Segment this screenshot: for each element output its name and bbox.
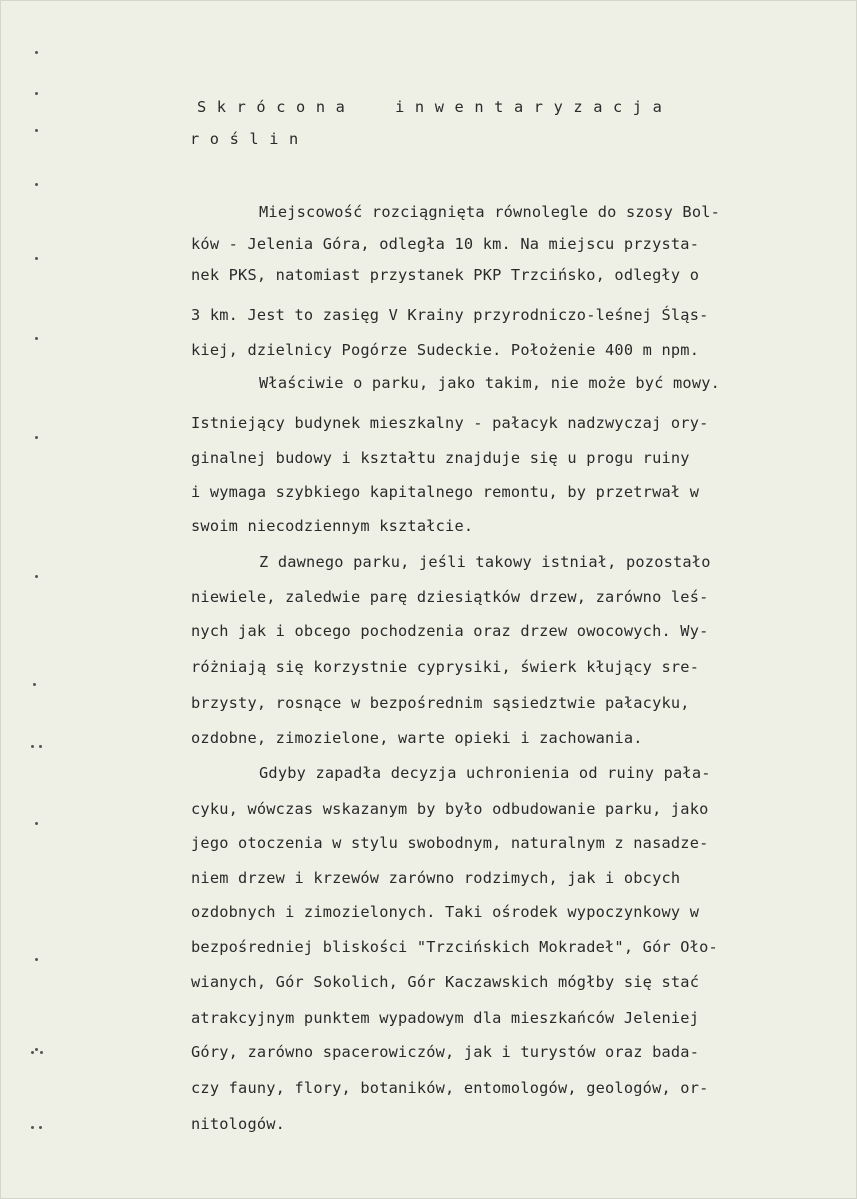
text-line: 3 km. Jest to zasięg V Krainy przyrodniczo-leśnej Śląs-	[191, 306, 709, 324]
margin-mark	[35, 129, 38, 132]
margin-mark	[35, 337, 38, 340]
text-line: ozdobne, zimozielone, warte opieki i zachowania.	[191, 729, 643, 747]
margin-mark	[35, 257, 38, 260]
text-line: niewiele, zaledwie parę dziesiątków drzew, zarówno leś-	[191, 588, 709, 606]
text-line: Istniejący budynek mieszkalny - pałacyk nadzwyczaj ory-	[191, 414, 709, 432]
margin-mark	[40, 1051, 43, 1054]
text-line: atrakcyjnym punktem wypadowym dla mieszkańców Jeleniej	[191, 1009, 700, 1027]
text-line: wianych, Gór Sokolich, Gór Kaczawskich mógłby się stać	[191, 973, 700, 991]
text-line: i wymaga szybkiego kapitalnego remontu, by przetrwał w	[191, 483, 700, 501]
margin-mark	[35, 183, 38, 186]
text-line: Z dawnego parku, jeśli takowy istniał, pozostało	[259, 553, 711, 571]
text-line: nitologów.	[191, 1115, 286, 1133]
text-line: czy fauny, flory, botaników, entomologów, geologów, or-	[191, 1079, 709, 1097]
margin-mark	[31, 745, 34, 748]
text-line: ków - Jelenia Góra, odległa 10 km. Na miejscu przysta-	[191, 235, 700, 253]
margin-mark	[39, 745, 42, 748]
text-line: bezpośredniej bliskości "Trzcińskich Mokradeł", Gór Oło-	[191, 938, 718, 956]
text-line: kiej, dzielnicy Pogórze Sudeckie. Położenie 400 m npm.	[191, 341, 700, 359]
margin-mark	[35, 436, 38, 439]
margin-mark	[35, 51, 38, 54]
text-line: cyku, wówczas wskazanym by było odbudowanie parku, jako	[191, 800, 709, 818]
margin-mark	[39, 1126, 42, 1129]
text-line: brzysty, rosnące w bezpośrednim sąsiedztwie pałacyku,	[191, 694, 690, 712]
title-line-1: Skrócona inwentaryzacja	[197, 98, 673, 116]
text-line: Miejscowość rozciągnięta równolegle do szosy Bol-	[259, 203, 721, 221]
text-line: Właściwie o parku, jako takim, nie może być mowy.	[259, 374, 721, 392]
margin-mark	[31, 1051, 34, 1054]
text-line: Góry, zarówno spacerowiczów, jak i turystów oraz bada-	[191, 1043, 700, 1061]
margin-mark	[35, 92, 38, 95]
title-line-2: roślin	[190, 130, 309, 148]
margin-mark	[35, 958, 38, 961]
text-line: niem drzew i krzewów zarówno rodzimych, jak i obcych	[191, 869, 681, 887]
margin-mark	[35, 1048, 38, 1051]
text-line: ginalnej budowy i kształtu znajduje się u progu ruiny	[191, 449, 690, 467]
binding-hole-marks	[0, 0, 60, 1199]
text-line: swoim niecodziennym kształcie.	[191, 517, 474, 535]
margin-mark	[33, 683, 36, 686]
text-line: nych jak i obcego pochodzenia oraz drzew owocowych. Wy-	[191, 622, 709, 640]
text-line: jego otoczenia w stylu swobodnym, naturalnym z nasadze-	[191, 834, 709, 852]
text-line: różniają się korzystnie cyprysiki, świerk kłujący sre-	[191, 658, 700, 676]
text-line: ozdobnych i zimozielonych. Taki ośrodek wypoczynkowy w	[191, 903, 700, 921]
margin-mark	[31, 1126, 34, 1129]
margin-mark	[35, 575, 38, 578]
text-line: nek PKS, natomiast przystanek PKP Trzcińsko, odległy o	[191, 266, 700, 284]
margin-mark	[35, 822, 38, 825]
text-line: Gdyby zapadła decyzja uchronienia od ruiny pała-	[259, 764, 711, 782]
